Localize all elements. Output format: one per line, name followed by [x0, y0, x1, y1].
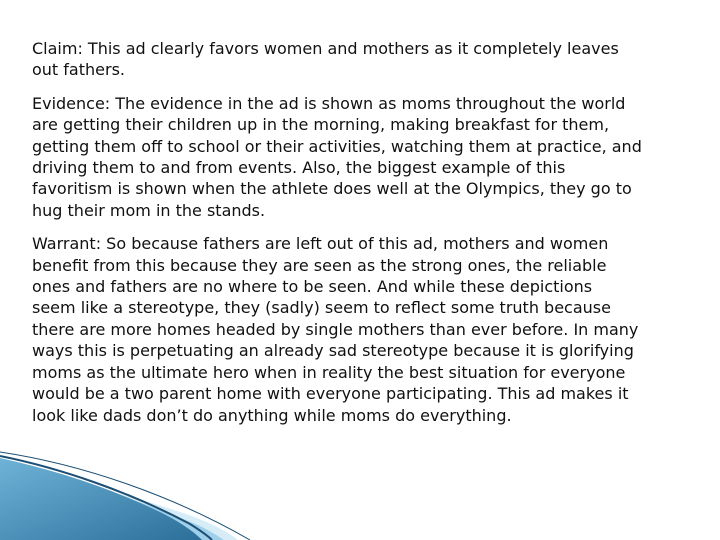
- wave-dark-line: [0, 456, 212, 540]
- evidence-paragraph: Evidence: The evidence in the ad is shown as moms throughout the world are getting their children up in the morning, making breakfast for them, getting them off to school or their activities, watching them at practice, and driving them to and from events. Also, the biggest example of this favoritism is shown when the athlete does well at the Olympics, they go to hug their mom in the stands.: [32, 93, 642, 220]
- warrant-paragraph: Warrant: So because fathers are left out of this ad, mothers and women benefit from this because they are seen as the strong ones, the reliable ones and fathers are no where to be seen. And while these depictions seem like a stereotype, they (sadly) seem to reflect some truth because there are more homes headed by single mothers than ever before. In many ways this is perpetuating an already sad stereotype because it is glorifying moms as the ultimate hero when in reality the best situation for everyone would be a two parent home with everyone participating. This ad makes it look like dads don’t do anything while moms do everything.: [32, 234, 639, 425]
- slide-body: [32, 38, 700, 426]
- wave-mid-band: [0, 458, 202, 540]
- wave-thin-line: [0, 452, 250, 540]
- claim-paragraph: Claim: This ad clearly favors women and mothers as it completely leaves out fathers.: [32, 39, 619, 80]
- wave-pale-band: [0, 470, 238, 540]
- wave-light-band: [0, 462, 224, 540]
